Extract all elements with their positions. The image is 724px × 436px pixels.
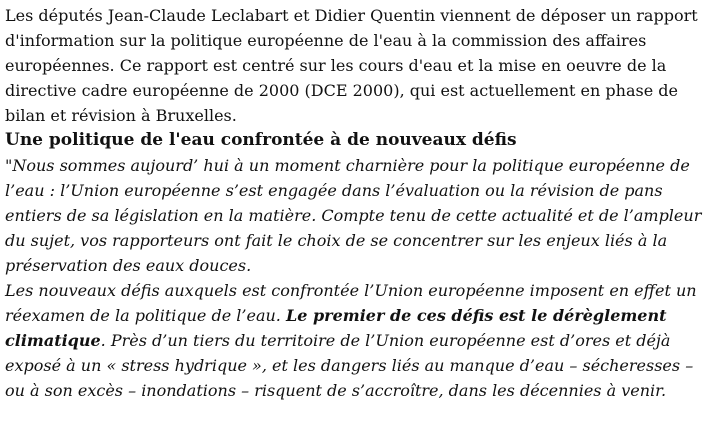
section-heading: Une politique de l'eau confrontée à de nouveaux défis — [5, 130, 517, 150]
bold-emphasis-climate-challenge: Le premier de ces défis est le dérèglement climatique — [5, 306, 667, 350]
quote-paragraph-1: "Nous sommes aujourd’ hui à un moment charnière pour la politique européenne de l’eau : l’Union européenne s’est engagée dans l’évaluation ou la révision de pans entiers de sa législation en la matière. Compte tenu de cette actualité et de l’ampleur du sujet, vos rapporteurs ont fait le choix de se concentrer sur les enjeux liés à la préservation des eaux douces. — [5, 156, 702, 275]
quote-paragraph-2-text-after: . Près d’un tiers du territoire de l’Union européenne est d’ores et déjà exposé à un « stress hydrique », et les dangers liés au manque d’eau – sécheresses – ou à son excès – inondations – risquent de s’accroître, dans les décennies à venir. — [5, 331, 694, 400]
intro-paragraph: Les députés Jean-Claude Leclabart et Didier Quentin viennent de déposer un rapport d'information sur la politique européenne de l'eau à la commission des affaires européennes. Ce rapport est centré sur les cours d'eau et la mise en oeuvre de la directive cadre européenne de 2000 (DCE 2000), qui est actuellement en phase de bilan et révision à Bruxelles. — [5, 6, 698, 125]
quote-paragraph-2-text-before: Les nouveaux défis auxquels est confrontée l’Union européenne imposent en effet un réexamen de la politique de l’eau. — [5, 281, 697, 325]
quote-paragraph-2 — [5, 278, 718, 403]
